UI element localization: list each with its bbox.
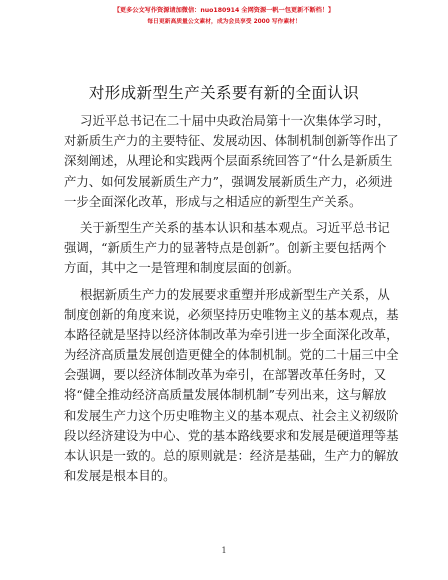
paragraph-line: 本路径就是坚持以经济体制改革为牵引进一步全面深化改革，: [64, 326, 399, 342]
page-number: 1: [221, 546, 227, 555]
paragraph-line: 段以经济建设为中心、党的基本路线要求和发展是硬道理等基: [64, 427, 399, 443]
paragraph-line: 和发展是根本目的。: [64, 468, 176, 484]
paragraph-2: [64, 218, 390, 279]
paragraph-line: 关于新型生产关系的基本认识和基本观点。习近平总书记: [80, 219, 390, 235]
paragraph-3: [64, 285, 399, 487]
paragraph-line: 为经济高质量发展创造更健全的体制机制。党的二十届三中全: [64, 347, 399, 363]
paragraph-1: [64, 111, 399, 212]
paragraph-line: 一步全面深化改革，形成与之相适应的新型生产关系。: [64, 193, 362, 209]
promo-banner-line-1[interactable]: 【更多公文写作资源请加微信：nuo180914 全网资源一帆一包更新不断档！】: [113, 7, 335, 14]
paragraph-line: 将“健全推动经济高质量发展体制机制”专列出来，这与解放: [64, 387, 387, 403]
paragraph-line: 深刻阐述，从理论和实践两个层面系统回答了“什么是新质生: [64, 153, 393, 169]
paragraph-line: 本认识是一致的。总的原则就是：经济是基础，生产力的解放: [64, 448, 399, 463]
promo-banner-line-2[interactable]: 每日更新高质量公文素材，成为会员享受 2000 写作素材！: [147, 19, 301, 25]
paragraph-line: 会强调，要以经济体制改革为牵引，在部署改革任务时，又: [64, 367, 387, 383]
paragraph-line: 强调，“新质生产力的显著特点是创新”。创新主要包括两个: [64, 240, 387, 256]
document-body: [64, 111, 399, 486]
paragraph-line: 制度创新的角度来说，必须坚持历史唯物主义的基本观点，基: [64, 306, 399, 322]
paragraph-line: 产力、如何发展新质生产力”，强调发展新质生产力，必须进: [64, 173, 393, 189]
document-title: 对形成新型生产关系要有新的全面认识: [88, 84, 360, 102]
paragraph-line: 对新质生产力的主要特征、发展动因、体制机制创新等作出了: [64, 133, 399, 149]
paragraph-line: 和发展生产力这个历史唯物主义的基本观点、社会主义初级阶: [64, 407, 399, 423]
paragraph-line: 根据新质生产力的发展要求重塑并形成新型生产关系，从: [80, 286, 390, 302]
paragraph-line: 方面，其中之一是管理和制度层面的创新。: [64, 260, 300, 276]
paragraph-line: 习近平总书记在二十届中央政治局第十一次集体学习时，: [80, 113, 390, 128]
